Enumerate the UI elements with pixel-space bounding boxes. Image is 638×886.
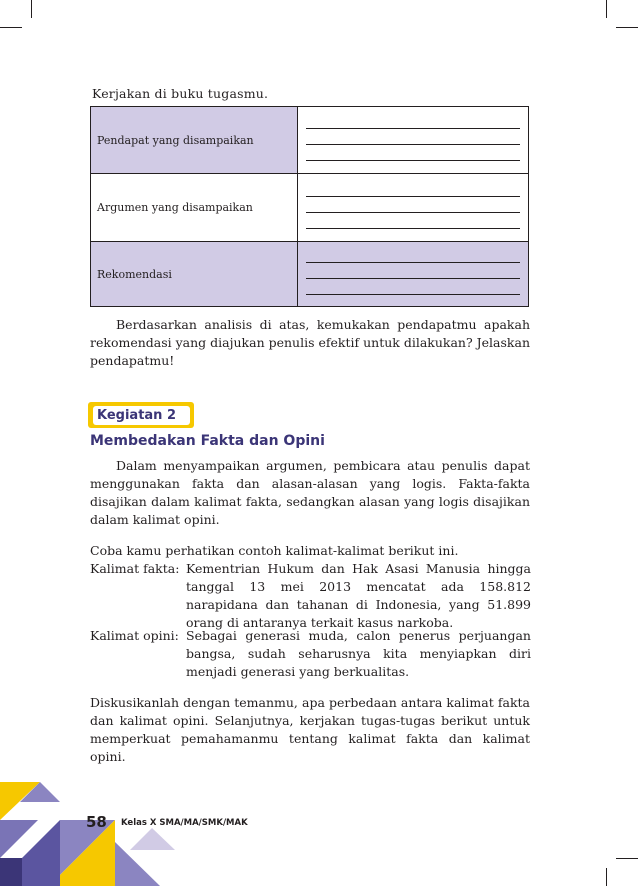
example-prompt: Coba kamu perhatikan contoh kalimat-kalimat berikut ini. xyxy=(90,543,459,558)
fact-example xyxy=(90,560,530,632)
activity-intro: Dalam menyampaikan argumen, pembicara atau penulis dapat menggunakan fakta dan alasan-alasan yang logis. Fakta-fakta disajikan dalam kalimat fakta, sedangkan alasan yang logis disajikan dalam kalimat opini. xyxy=(90,458,530,527)
activity-badge xyxy=(88,402,194,428)
answer-lines[interactable] xyxy=(298,242,529,307)
opinion-example xyxy=(90,627,530,681)
answer-lines[interactable] xyxy=(298,107,529,174)
closing-paragraph: Diskusikanlah dengan temanmu, apa perbedaan antara kalimat fakta dan kalimat opini. Selanjutnya, kerjakan tugas-tugas berikut untuk memperkuat pemahamanmu tentang kalimat fakta dan kalimat opini. xyxy=(90,695,530,764)
row-label: Pendapat yang disampaikan xyxy=(91,107,298,174)
book-title: Kelas X SMA/MA/SMK/MAK xyxy=(121,818,248,828)
analysis-table xyxy=(90,106,529,307)
crop-mark xyxy=(616,27,638,28)
fact-text: Kementrian Hukum dan Hak Asasi Manusia hingga tanggal 13 mei 2013 mencatat ada 158.812 narapidana dan tahanan di Indonesia, yang 51.899 orang di antaranya terkait kasus narkoba. xyxy=(186,561,531,630)
crop-mark xyxy=(31,0,32,18)
crop-mark xyxy=(606,868,607,886)
activity-title: Membedakan Fakta dan Opini xyxy=(90,433,325,449)
row-label: Rekomendasi xyxy=(91,242,298,307)
table-row xyxy=(91,174,529,242)
table-row xyxy=(91,107,529,174)
page-number: 58 xyxy=(86,813,107,831)
answer-lines[interactable] xyxy=(298,174,529,242)
opinion-text: Sebagai generasi muda, calon penerus perjuangan bangsa, sudah seharusnya kita menyiapkan diri menjadi generasi yang berkualitas. xyxy=(186,628,531,679)
crop-mark xyxy=(0,27,22,28)
table-row xyxy=(91,242,529,307)
question-paragraph: Berdasarkan analisis di atas, kemukakan pendapatmu apakah rekomendasi yang diajukan penulis efektif untuk dilakukan? Jelaskan pendapatmu! xyxy=(90,317,530,368)
instruction-text: Kerjakan di buku tugasmu. xyxy=(92,86,269,101)
crop-mark xyxy=(616,858,638,859)
opinion-label: Kalimat opini: xyxy=(90,628,179,643)
crop-mark xyxy=(606,0,607,18)
fact-label: Kalimat fakta: xyxy=(90,561,180,576)
activity-badge-label: Kegiatan 2 xyxy=(93,406,190,425)
row-label: Argumen yang disampaikan xyxy=(91,174,298,242)
